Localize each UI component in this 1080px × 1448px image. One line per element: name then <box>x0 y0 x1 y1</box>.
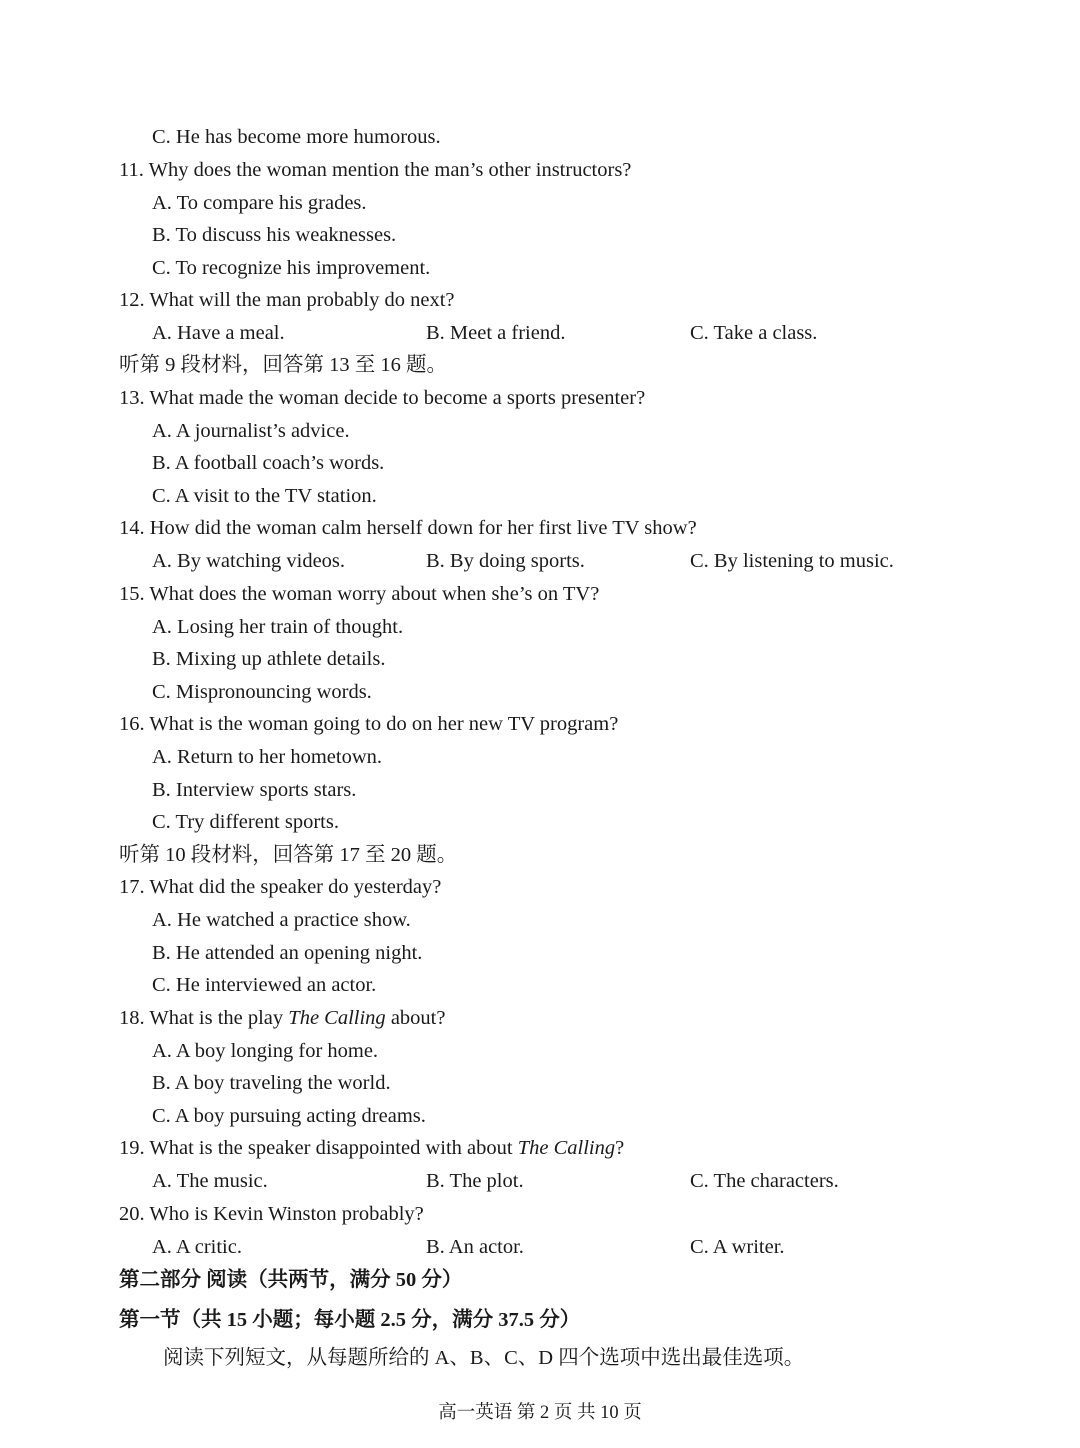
q20-option-c: C. A writer. <box>690 1236 785 1258</box>
play-title: The Calling <box>288 1007 386 1029</box>
q13-option-a: A. A journalist’s advice. <box>152 420 350 442</box>
q12-option-b: B. Meet a friend. <box>426 322 566 344</box>
q15-option-b: B. Mixing up athlete details. <box>152 648 386 670</box>
question-12: 12. What will the man probably do next? <box>119 289 455 311</box>
question-17: 17. What did the speaker do yesterday? <box>119 876 442 898</box>
reading-instruction: 阅读下列短文，从每题所给的 A、B、C、D 四个选项中选出最佳选项。 <box>163 1347 805 1369</box>
q18-option-a: A. A boy longing for home. <box>152 1040 379 1062</box>
q16-option-b: B. Interview sports stars. <box>152 779 357 801</box>
section-one-heading: 第一节（共 15 小题；每小题 2.5 分，满分 37.5 分） <box>119 1309 581 1331</box>
q13-option-b: B. A football coach’s words. <box>152 452 385 474</box>
question-13: 13. What made the woman decide to become a sports presenter? <box>119 387 646 409</box>
q15-option-a: A. Losing her train of thought. <box>152 616 404 638</box>
q18-option-c: C. A boy pursuing acting dreams. <box>152 1105 426 1127</box>
question-20: 20. Who is Kevin Winston probably? <box>119 1203 424 1225</box>
q12-option-a: A. Have a meal. <box>152 322 285 344</box>
play-title: The Calling <box>517 1137 616 1159</box>
page-footer-text: 高一英语 第 2 页 共 10 页 <box>438 1403 642 1423</box>
q11-option-c: C. To recognize his improvement. <box>152 257 431 279</box>
q14-option-a: A. By watching videos. <box>152 550 346 572</box>
q19-option-a: A. The music. <box>152 1170 268 1192</box>
q15-option-c: C. Mispronouncing words. <box>152 681 372 703</box>
q11-option-a: A. To compare his grades. <box>152 192 367 214</box>
question-18-text: 18. What is the play <box>119 1007 289 1029</box>
question-19 <box>119 1134 624 1162</box>
page-footer <box>0 1400 1080 1426</box>
q17-option-a: A. He watched a practice show. <box>152 909 411 931</box>
q20-option-b: B. An actor. <box>426 1236 524 1258</box>
q19-option-b: B. The plot. <box>426 1170 524 1192</box>
q13-option-c: C. A visit to the TV station. <box>152 485 377 507</box>
q20-option-a: A. A critic. <box>152 1236 242 1258</box>
section-instruction-10: 听第 10 段材料，回答第 17 至 20 题。 <box>119 844 458 866</box>
q14-option-c: C. By listening to music. <box>690 550 894 572</box>
q10-option-c: C. He has become more humorous. <box>152 126 441 148</box>
q11-option-b: B. To discuss his weaknesses. <box>152 224 397 246</box>
question-18-tail: about? <box>385 1007 446 1029</box>
question-11: 11. Why does the woman mention the man’s other instructors? <box>119 159 632 181</box>
q19-option-c: C. The characters. <box>690 1170 839 1192</box>
question-14: 14. How did the woman calm herself down for her first live TV show? <box>119 517 697 539</box>
q16-option-c: C. Try different sports. <box>152 811 339 833</box>
section-instruction-9: 听第 9 段材料，回答第 13 至 16 题。 <box>119 354 447 376</box>
q16-option-a: A. Return to her hometown. <box>152 746 383 768</box>
question-19-tail: ? <box>615 1137 625 1159</box>
q14-option-b: B. By doing sports. <box>426 550 585 572</box>
question-19-text: 19. What is the speaker disappointed with about <box>119 1137 518 1159</box>
question-18 <box>119 1004 445 1032</box>
q17-option-c: C. He interviewed an actor. <box>152 974 377 996</box>
q18-option-b: B. A boy traveling the world. <box>152 1072 391 1094</box>
q12-option-c: C. Take a class. <box>690 322 818 344</box>
question-16: 16. What is the woman going to do on her new TV program? <box>119 713 619 735</box>
question-15: 15. What does the woman worry about when she’s on TV? <box>119 583 600 605</box>
part-two-heading: 第二部分 阅读（共两节，满分 50 分） <box>119 1269 463 1291</box>
q17-option-b: B. He attended an opening night. <box>152 942 423 964</box>
